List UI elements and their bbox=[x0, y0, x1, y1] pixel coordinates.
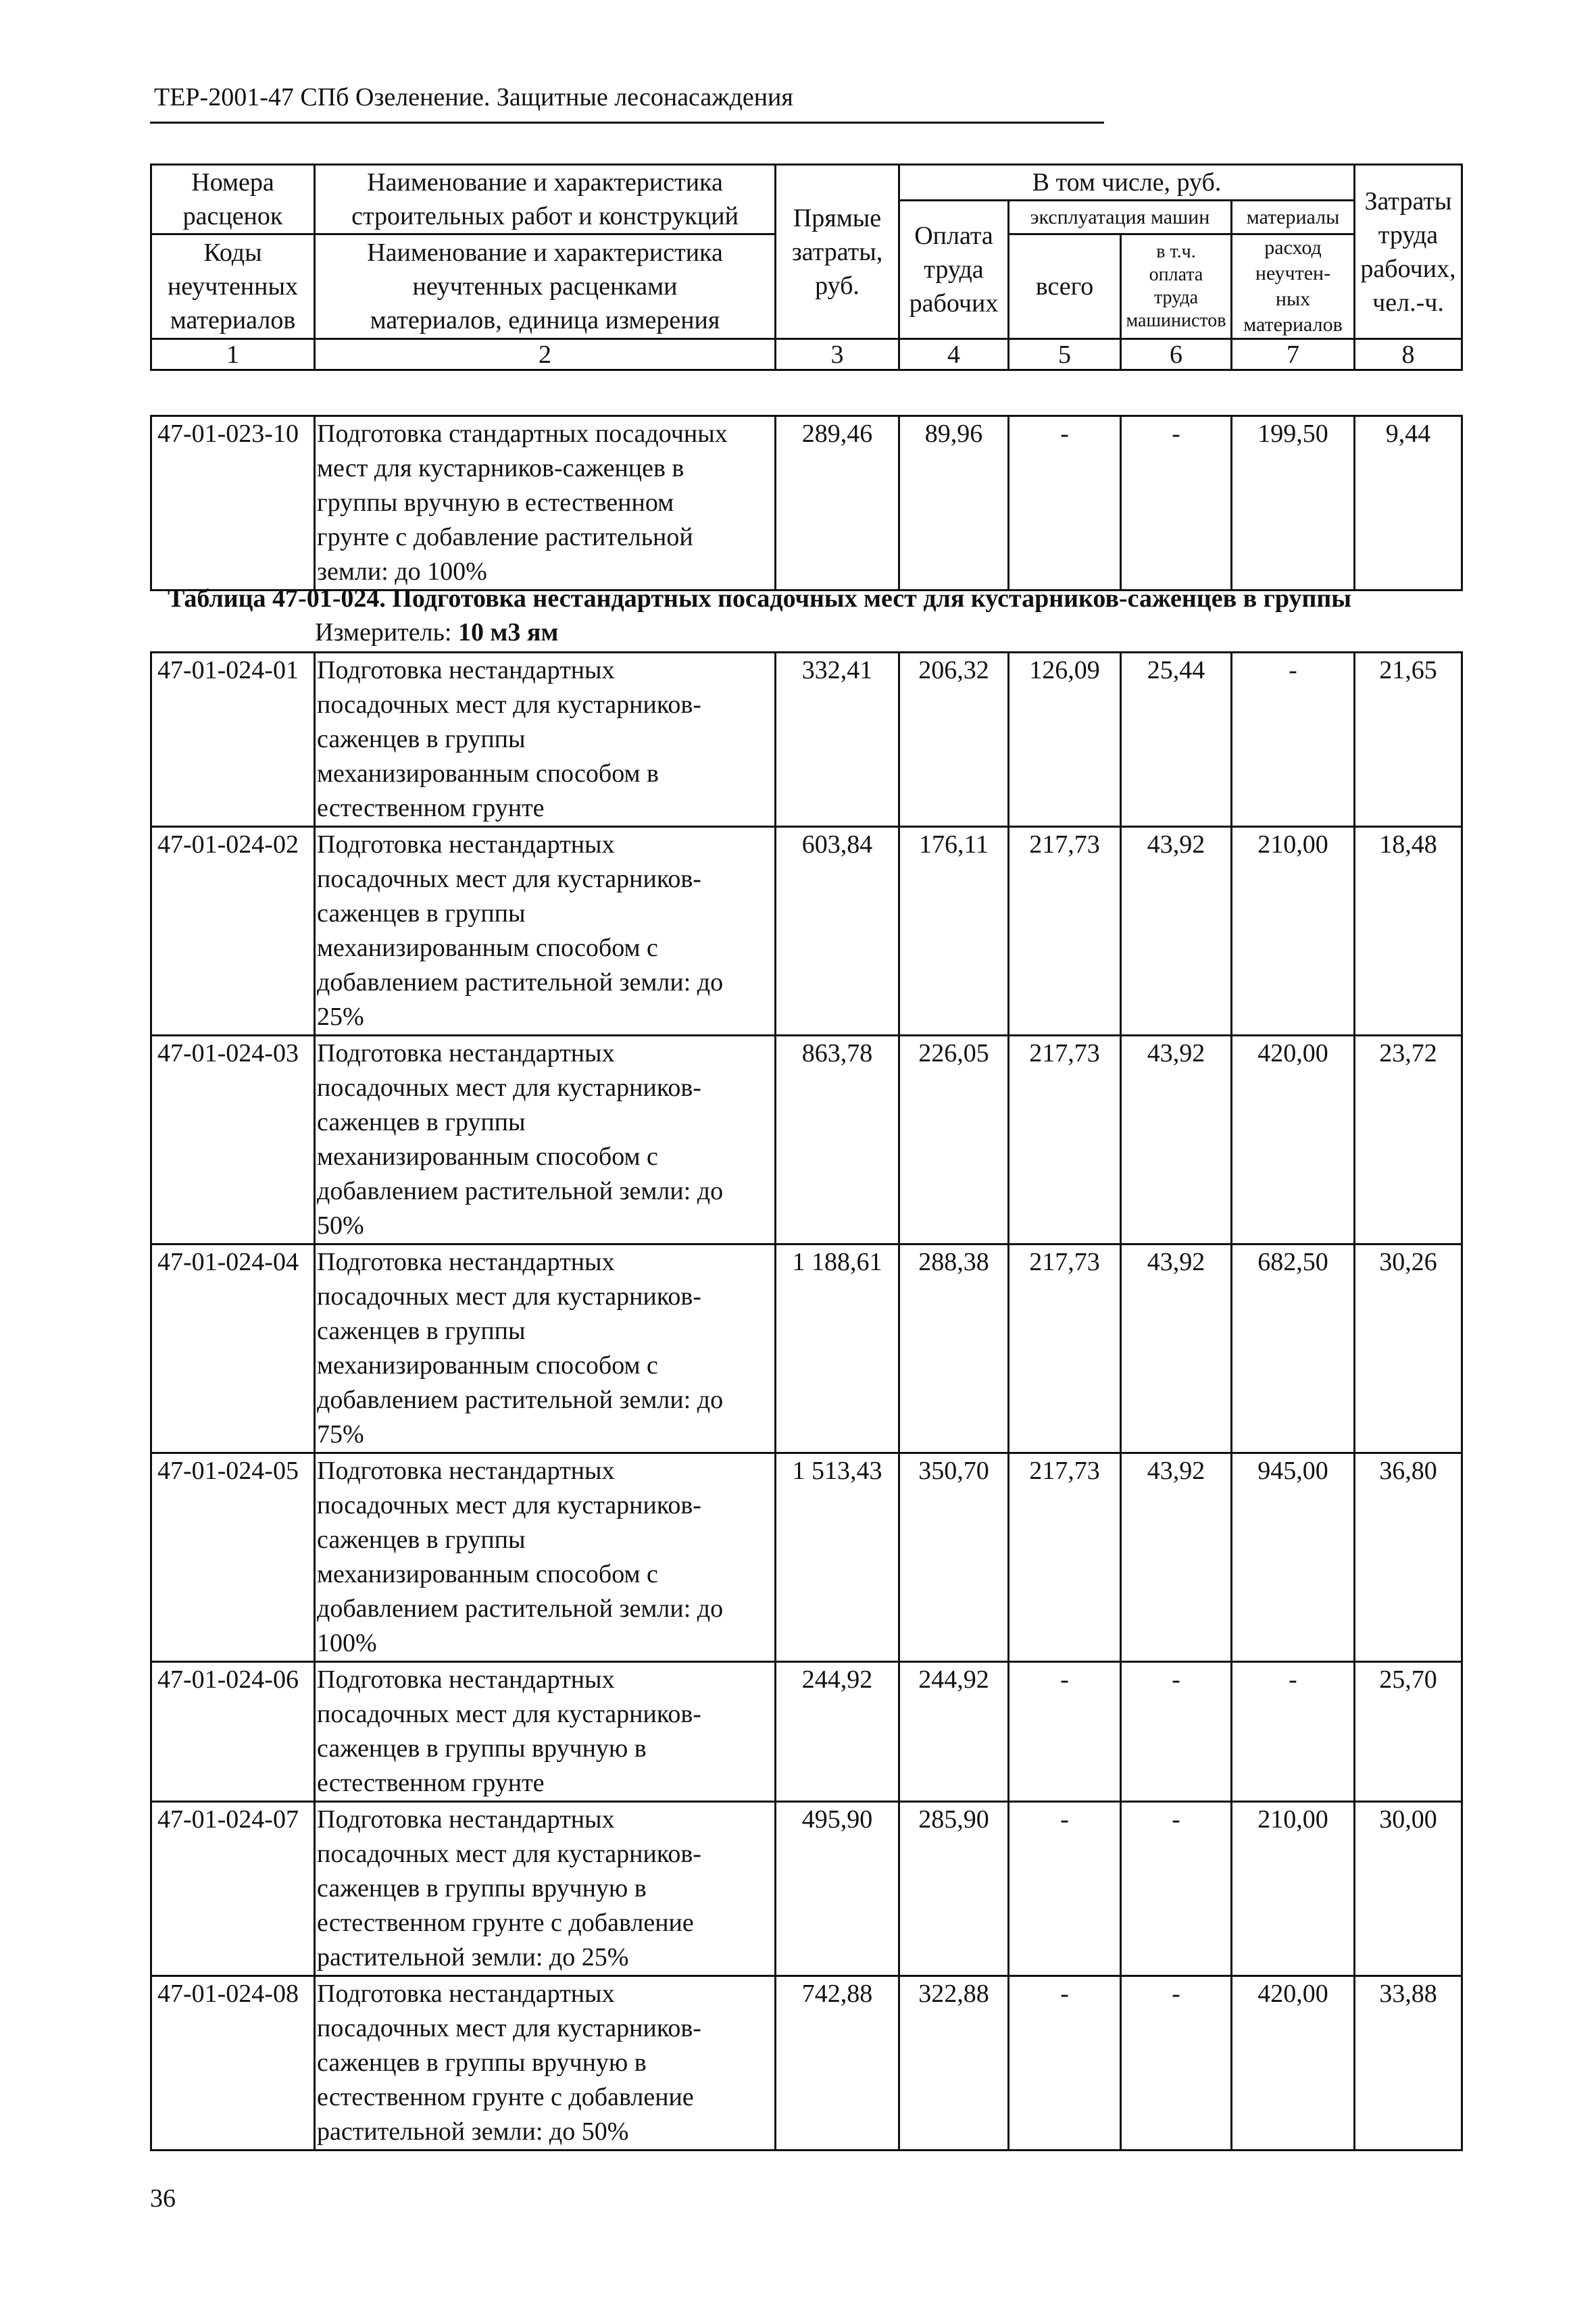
description-line: механизированным способом с bbox=[317, 1142, 658, 1171]
description-line: саженцев в группы bbox=[317, 1317, 526, 1345]
description-line: Подготовка нестандартных bbox=[317, 1457, 615, 1485]
description-line: добавлением растительной земли: до bbox=[317, 968, 724, 997]
header-direct-costs: Прямые затраты, руб. bbox=[776, 165, 899, 339]
rate-description bbox=[315, 1662, 776, 1802]
rate-code: 47-01-024-02 bbox=[151, 827, 315, 1036]
description-line: саженцев в группы bbox=[317, 899, 526, 928]
machines-total-value: 217,73 bbox=[1009, 1244, 1121, 1453]
worker-wages-value: 226,05 bbox=[899, 1036, 1009, 1244]
materials-value: 210,00 bbox=[1232, 827, 1355, 1036]
direct-costs-value: 1 188,61 bbox=[776, 1244, 899, 1453]
rate-code: 47-01-024-06 bbox=[151, 1662, 315, 1802]
direct-costs-value: 742,88 bbox=[776, 1976, 899, 2150]
materials-value: 420,00 bbox=[1232, 1036, 1355, 1244]
rate-row bbox=[151, 1036, 1462, 1244]
description-line: 50% bbox=[317, 1211, 364, 1240]
rate-row bbox=[151, 827, 1462, 1036]
worker-wages-value: 176,11 bbox=[899, 827, 1009, 1036]
description-line: механизированным способом с bbox=[317, 934, 658, 962]
description-line: посадочных мест для кустарников- bbox=[317, 865, 701, 893]
description-line: естественном грунте с добавление bbox=[317, 2083, 694, 2111]
materials-value: - bbox=[1232, 653, 1355, 827]
description-line: механизированным способом в bbox=[317, 759, 659, 788]
header-labor-costs: Затраты труда рабочих, чел.-ч. bbox=[1355, 165, 1462, 339]
direct-costs-value: 332,41 bbox=[776, 653, 899, 827]
header-rate-numbers: Номера расценок bbox=[151, 165, 315, 234]
description-line: естественном грунте с добавление bbox=[317, 1909, 694, 1937]
operator-wages-value: - bbox=[1121, 1802, 1232, 1976]
labor-costs-value: 21,65 bbox=[1355, 653, 1462, 827]
description-line: саженцев в группы bbox=[317, 1108, 526, 1136]
materials-value: 420,00 bbox=[1232, 1976, 1355, 2150]
rate-description bbox=[315, 1453, 776, 1662]
rate-description bbox=[315, 1036, 776, 1244]
meter-line bbox=[315, 618, 558, 647]
rate-code: 47-01-024-04 bbox=[151, 1244, 315, 1453]
worker-wages-value: 322,88 bbox=[899, 1976, 1009, 2150]
description-line: саженцев в группы bbox=[317, 725, 526, 753]
column-number: 6 bbox=[1121, 339, 1232, 370]
rate-code: 47-01-024-01 bbox=[151, 653, 315, 827]
description-line: саженцев в группы bbox=[317, 1526, 526, 1554]
materials-value: - bbox=[1232, 1662, 1355, 1802]
machines-total-value: 217,73 bbox=[1009, 827, 1121, 1036]
materials-value: 199,50 bbox=[1232, 416, 1355, 590]
direct-costs-value: 244,92 bbox=[776, 1662, 899, 1802]
description-line: Подготовка нестандартных bbox=[317, 1039, 615, 1067]
rates-table-024 bbox=[150, 651, 1463, 2151]
description-line: естественном грунте bbox=[317, 794, 545, 822]
header-machine-operation: эксплуатация машин bbox=[1009, 201, 1232, 234]
machines-total-value: - bbox=[1009, 416, 1121, 590]
worker-wages-value: 285,90 bbox=[899, 1802, 1009, 1976]
column-number: 1 bbox=[151, 339, 315, 370]
operator-wages-value: - bbox=[1121, 1662, 1232, 1802]
description-line: саженцев в группы вручную в bbox=[317, 1874, 647, 1903]
description-line: группы вручную в естественном bbox=[317, 488, 674, 517]
description-line: добавлением растительной земли: до bbox=[317, 1386, 724, 1414]
description-line: Подготовка нестандартных bbox=[317, 1248, 615, 1276]
column-number: 8 bbox=[1355, 339, 1462, 370]
worker-wages-value: 244,92 bbox=[899, 1662, 1009, 1802]
worker-wages-value: 350,70 bbox=[899, 1453, 1009, 1662]
rate-code: 47-01-024-08 bbox=[151, 1976, 315, 2150]
description-line: 75% bbox=[317, 1420, 364, 1449]
rate-description bbox=[315, 1802, 776, 1976]
rate-code: 47-01-023-10 bbox=[151, 416, 315, 590]
column-number: 5 bbox=[1009, 339, 1121, 370]
header-materials: материалы bbox=[1232, 201, 1355, 234]
description-line: добавлением растительной земли: до bbox=[317, 1594, 724, 1623]
rates-table-023 bbox=[150, 415, 1463, 591]
rate-code: 47-01-024-05 bbox=[151, 1453, 315, 1662]
direct-costs-value: 863,78 bbox=[776, 1036, 899, 1244]
description-line: Подготовка стандартных посадочных bbox=[317, 420, 728, 448]
rate-description bbox=[315, 827, 776, 1036]
rate-description bbox=[315, 1244, 776, 1453]
header-unaccounted-codes: Коды неучтенных материалов bbox=[151, 234, 315, 339]
meter-value: 10 м3 ям bbox=[458, 618, 559, 647]
labor-costs-value: 36,80 bbox=[1355, 1453, 1462, 1662]
column-number: 3 bbox=[776, 339, 899, 370]
description-line: Подготовка нестандартных bbox=[317, 1665, 615, 1694]
page-number: 36 bbox=[150, 2184, 176, 2213]
description-line: мест для кустарников-саженцев в bbox=[317, 454, 684, 482]
description-line: саженцев в группы вручную в bbox=[317, 2048, 647, 2077]
direct-costs-value: 289,46 bbox=[776, 416, 899, 590]
column-number: 4 bbox=[899, 339, 1009, 370]
description-line: посадочных мест для кустарников- bbox=[317, 1074, 701, 1102]
operator-wages-value: 43,92 bbox=[1121, 1453, 1232, 1662]
table-title: Таблица 47-01-024. Подготовка нестандартных посадочных мест для кустарников-саженцев в группы bbox=[168, 584, 1351, 613]
rate-row bbox=[151, 416, 1462, 590]
description-line: естественном грунте bbox=[317, 1769, 545, 1797]
operator-wages-value: - bbox=[1121, 1976, 1232, 2150]
rate-row bbox=[151, 653, 1462, 827]
operator-wages-value: 43,92 bbox=[1121, 827, 1232, 1036]
header-worker-wages: Оплата труда рабочих bbox=[899, 201, 1009, 339]
rate-row bbox=[151, 1244, 1462, 1453]
rate-row bbox=[151, 1453, 1462, 1662]
description-line: посадочных мест для кустарников- bbox=[317, 2014, 701, 2042]
operator-wages-value: 43,92 bbox=[1121, 1036, 1232, 1244]
labor-costs-value: 33,88 bbox=[1355, 1976, 1462, 2150]
direct-costs-value: 495,90 bbox=[776, 1802, 899, 1976]
description-line: грунте с добавление растительной bbox=[317, 523, 693, 551]
description-line: добавлением растительной земли: до bbox=[317, 1177, 724, 1205]
labor-costs-value: 30,00 bbox=[1355, 1802, 1462, 1976]
description-line: посадочных мест для кустарников- bbox=[317, 1700, 701, 1728]
description-line: посадочных мест для кустарников- bbox=[317, 1840, 701, 1868]
machines-total-value: - bbox=[1009, 1802, 1121, 1976]
description-line: 25% bbox=[317, 1003, 364, 1031]
description-line: 100% bbox=[317, 1629, 377, 1657]
rate-code: 47-01-024-07 bbox=[151, 1802, 315, 1976]
column-header-table bbox=[150, 164, 1463, 371]
description-line: посадочных мест для кустарников- bbox=[317, 690, 701, 719]
meter-label: Измеритель: bbox=[315, 618, 452, 647]
description-line: Подготовка нестандартных bbox=[317, 830, 615, 859]
rate-row bbox=[151, 1976, 1462, 2150]
direct-costs-value: 603,84 bbox=[776, 827, 899, 1036]
labor-costs-value: 18,48 bbox=[1355, 827, 1462, 1036]
header-work-name: Наименование и характеристика строительных работ и конструкций bbox=[315, 165, 776, 234]
header-operator-wages: в т.ч. оплата труда машинистов bbox=[1121, 234, 1232, 339]
header-unaccounted-materials: Наименование и характеристика неучтенных расценками материалов, единица измерения bbox=[315, 234, 776, 339]
rate-code: 47-01-024-03 bbox=[151, 1036, 315, 1244]
worker-wages-value: 206,32 bbox=[899, 653, 1009, 827]
direct-costs-value: 1 513,43 bbox=[776, 1453, 899, 1662]
operator-wages-value: - bbox=[1121, 416, 1232, 590]
description-line: Подготовка нестандартных bbox=[317, 1980, 615, 2008]
description-line: земли: до 100% bbox=[317, 557, 487, 586]
column-number: 2 bbox=[315, 339, 776, 370]
materials-value: 682,50 bbox=[1232, 1244, 1355, 1453]
machines-total-value: 217,73 bbox=[1009, 1453, 1121, 1662]
header-materials-consumption: расход неучтен- ных материалов bbox=[1232, 234, 1355, 339]
header-including-group: В том числе, руб. bbox=[899, 165, 1355, 201]
machines-total-value: 126,09 bbox=[1009, 653, 1121, 827]
description-line: растительной земли: до 25% bbox=[317, 1943, 629, 1971]
rate-description bbox=[315, 416, 776, 590]
materials-value: 210,00 bbox=[1232, 1802, 1355, 1976]
column-number: 7 bbox=[1232, 339, 1355, 370]
worker-wages-value: 288,38 bbox=[899, 1244, 1009, 1453]
header-rule bbox=[150, 122, 1104, 124]
description-line: механизированным способом с bbox=[317, 1351, 658, 1380]
machines-total-value: - bbox=[1009, 1976, 1121, 2150]
running-head: ТЕР-2001-47 СПб Озеленение. Защитные лесонасаждения bbox=[154, 83, 793, 111]
rate-row bbox=[151, 1802, 1462, 1976]
machines-total-value: - bbox=[1009, 1662, 1121, 1802]
description-line: растительной земли: до 50% bbox=[317, 2117, 629, 2146]
rate-description bbox=[315, 653, 776, 827]
description-line: механизированным способом с bbox=[317, 1560, 658, 1588]
machines-total-value: 217,73 bbox=[1009, 1036, 1121, 1244]
worker-wages-value: 89,96 bbox=[899, 416, 1009, 590]
description-line: посадочных мест для кустарников- bbox=[317, 1282, 701, 1311]
rate-description bbox=[315, 1976, 776, 2150]
labor-costs-value: 23,72 bbox=[1355, 1036, 1462, 1244]
description-line: Подготовка нестандартных bbox=[317, 656, 615, 684]
materials-value: 945,00 bbox=[1232, 1453, 1355, 1662]
labor-costs-value: 9,44 bbox=[1355, 416, 1462, 590]
labor-costs-value: 25,70 bbox=[1355, 1662, 1462, 1802]
header-machines-total: всего bbox=[1009, 234, 1121, 339]
description-line: посадочных мест для кустарников- bbox=[317, 1491, 701, 1519]
operator-wages-value: 43,92 bbox=[1121, 1244, 1232, 1453]
description-line: Подготовка нестандартных bbox=[317, 1805, 615, 1834]
description-line: саженцев в группы вручную в bbox=[317, 1734, 647, 1763]
labor-costs-value: 30,26 bbox=[1355, 1244, 1462, 1453]
operator-wages-value: 25,44 bbox=[1121, 653, 1232, 827]
rate-row bbox=[151, 1662, 1462, 1802]
